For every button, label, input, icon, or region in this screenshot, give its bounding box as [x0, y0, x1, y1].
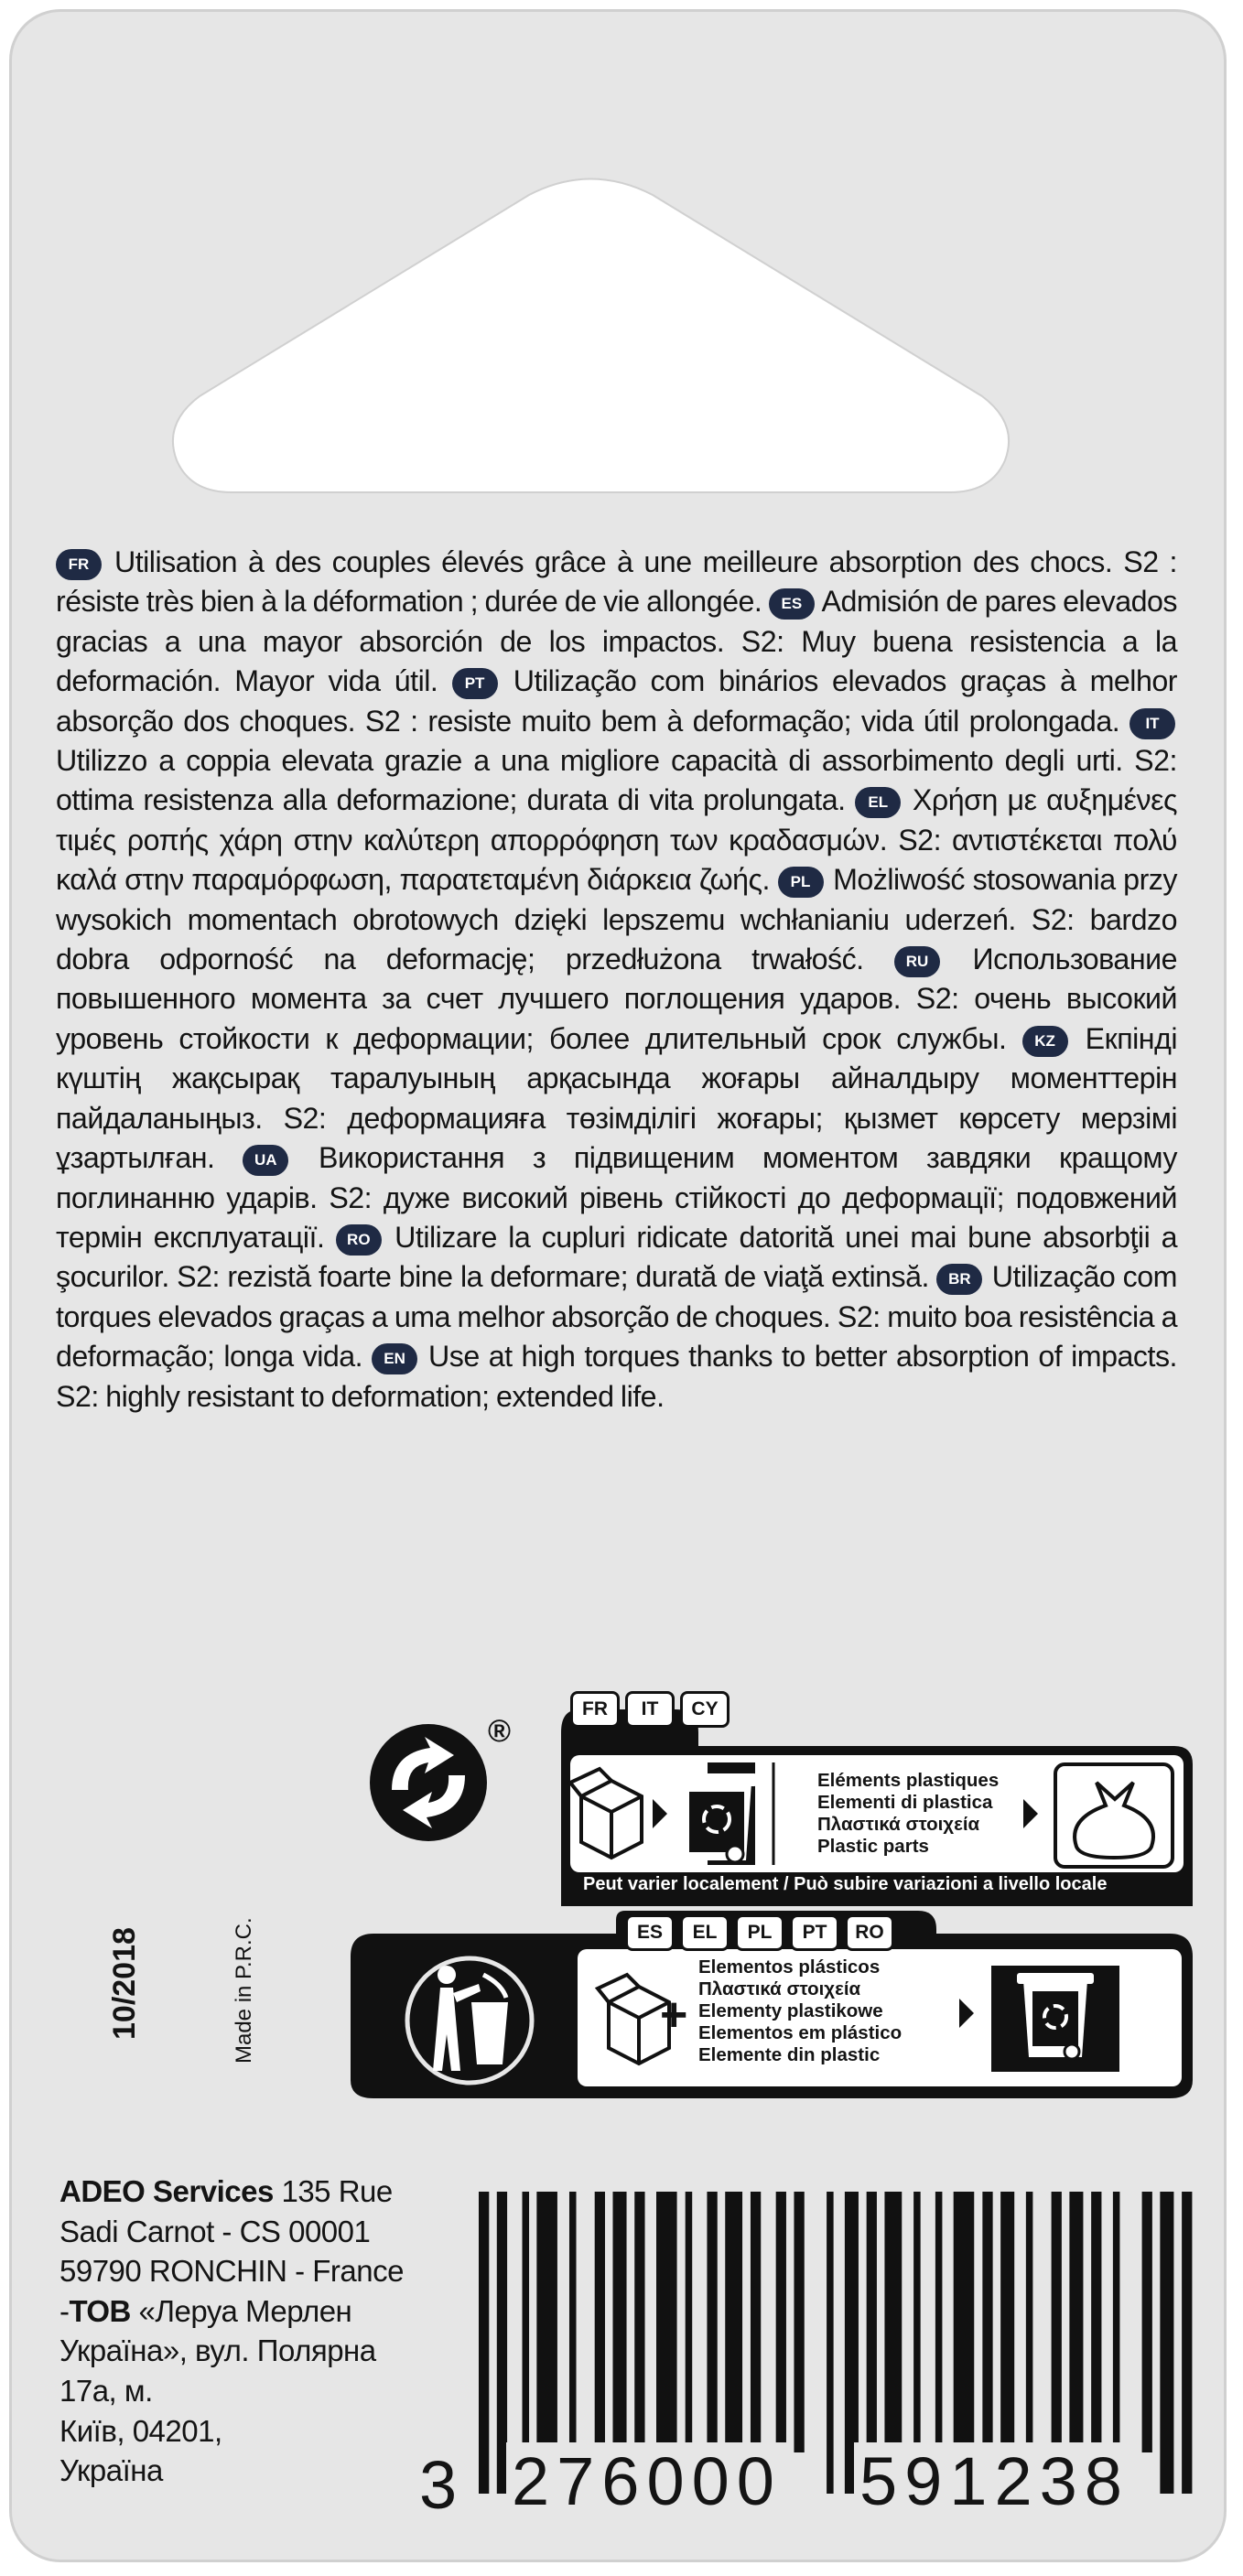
- barcode-first-digit: 3: [419, 2447, 458, 2523]
- production-date: 10/2018: [107, 1927, 142, 2040]
- hanger-hole: [163, 177, 1019, 501]
- lang-chip: ES: [625, 1914, 675, 1951]
- country-of-origin: Made in P.R.C.: [232, 1917, 256, 2064]
- manufacturer-address: ADEO Services 135 Rue Sadi Carnot - CS 00001 59790 RONCHIN - France -ТОВ «Леруа Мерлен Україна», вул. Полярна 17а, м. Київ, 04201, Україна: [59, 2174, 404, 2488]
- description-text: Możliwość stosowania przy wysokich momentach obrotowych dzięki lepszemu wchłanianiu uderzeń. S2: bardzo dobra odporność na deformację; przedłużona trwałość.: [56, 863, 1177, 976]
- description-text: Використання з підвищеним моментом завдяки кращому поглинанню ударів. S2: дуже високий рівень стійкості до деформації; подовжений термін експлуатації.: [56, 1141, 1177, 1254]
- language-badge: EN: [372, 1343, 417, 1374]
- description-text: Admisión de pares elevados gracias a una mayor absorción de los impactos. S2: Muy buena resistencia a la deformación. Mayor vida útil.: [56, 585, 1177, 698]
- language-badge: PL: [778, 867, 824, 898]
- lang-chip: EL: [680, 1914, 730, 1951]
- language-badge: BR: [936, 1264, 982, 1295]
- lang-chip: PT: [790, 1914, 839, 1951]
- lang-chip: FR: [570, 1691, 620, 1728]
- language-badge: KZ: [1022, 1026, 1068, 1057]
- description-text: Utilização com torques elevados graças a uma melhor absorção de choques. S2: muito boa resistência a deformação; longa vida.: [56, 1260, 1177, 1374]
- packaging-card: [9, 9, 1227, 2562]
- recycle-bin-icon: [676, 1773, 757, 1862]
- lang-chip: RO: [845, 1914, 894, 1951]
- description-text: Use at high torques thanks to better absorption of impacts. S2: highly resistant to deformation; extended life.: [56, 1340, 1177, 1413]
- product-description: [56, 543, 1177, 1417]
- plus-sign: +: [660, 1989, 688, 2042]
- description-text: Χρήση με αυξημένες τιμές ροπής χάρη στην καλύτερη απορρόφηση των κραδασμών. S2: αντιστέκεται πολύ καλά στην παραμόρφωση, παρατεταμένη διάρκεια ζωής.: [56, 783, 1177, 897]
- language-badge: EL: [855, 787, 901, 818]
- plastic-parts-list: Eléments plastiques Elementi di plastica Πλαστικά στοιχεία Plastic parts: [817, 1770, 1000, 1857]
- plastic-parts-list: Elementos plásticos Πλαστικά στοιχεία Elementy plastikowe Elementos em plástico Elemente din plastic: [698, 1956, 903, 2065]
- local-variation-note: Peut varier localement / Può subire variazioni a livello locale: [583, 1874, 1108, 1894]
- lang-chip: CY: [680, 1691, 730, 1728]
- language-badge: PT: [452, 668, 498, 699]
- language-badge: ES: [769, 588, 815, 620]
- lang-chip: IT: [625, 1691, 675, 1728]
- language-badge: RO: [336, 1224, 382, 1256]
- description-text: Екпінді күштің жақсырақ таралуының арқасында жоғары айналдыру моменттерін пайдаланыңыз. S2: деформацияға төзімділігі жоғары; қызмет көрсету мерзімі ұзартылған.: [56, 1021, 1178, 1175]
- description-text: Utilização com binários elevados graças à melhor absorção dos choques. S2 : resiste muito bem à deformação; vida útil prolongada.: [56, 664, 1177, 738]
- language-badge: FR: [56, 549, 102, 580]
- description-text: Использование повышенного момента за счет лучшего поглощения ударов. S2: очень высокий уровень стойкости к деформации; более длительный срок службы.: [56, 943, 1177, 1055]
- registered-mark: ®: [488, 1714, 512, 1749]
- description-text: Utilisation à des couples élevés grâce à une meilleure absorption des chocs. S2 : résiste très bien à la déformation ; durée de vie allongée.: [56, 545, 1177, 619]
- recycle-logo-icon: [364, 1719, 492, 1847]
- language-badge: IT: [1130, 708, 1175, 739]
- barcode-group-2: 591238: [854, 2442, 1135, 2520]
- description-text: Utilizzo a coppia elevata grazie a una migliore capacità di assorbimento degli urti. S2: ottima resistenza alla deformazione; durata di vita prolungata.: [56, 744, 1177, 817]
- recycling-panel-fr-it-cy: [561, 1691, 1193, 1906]
- lang-chip: PL: [735, 1914, 784, 1951]
- recycle-bin-icon: [991, 1966, 1119, 2072]
- recycling-panel-es-el-pl-pt-ro: [351, 1911, 1193, 2098]
- language-badge: UA: [243, 1145, 288, 1176]
- description-text: Utilizare la cupluri ridicate datorită unei mai bune absorbţii a şocurilor. S2: rezistă foarte bine la deformare; durată de viaţă extinsă.: [56, 1220, 1177, 1294]
- barcode-group-1: 276000: [506, 2442, 787, 2520]
- language-badge: RU: [894, 946, 940, 977]
